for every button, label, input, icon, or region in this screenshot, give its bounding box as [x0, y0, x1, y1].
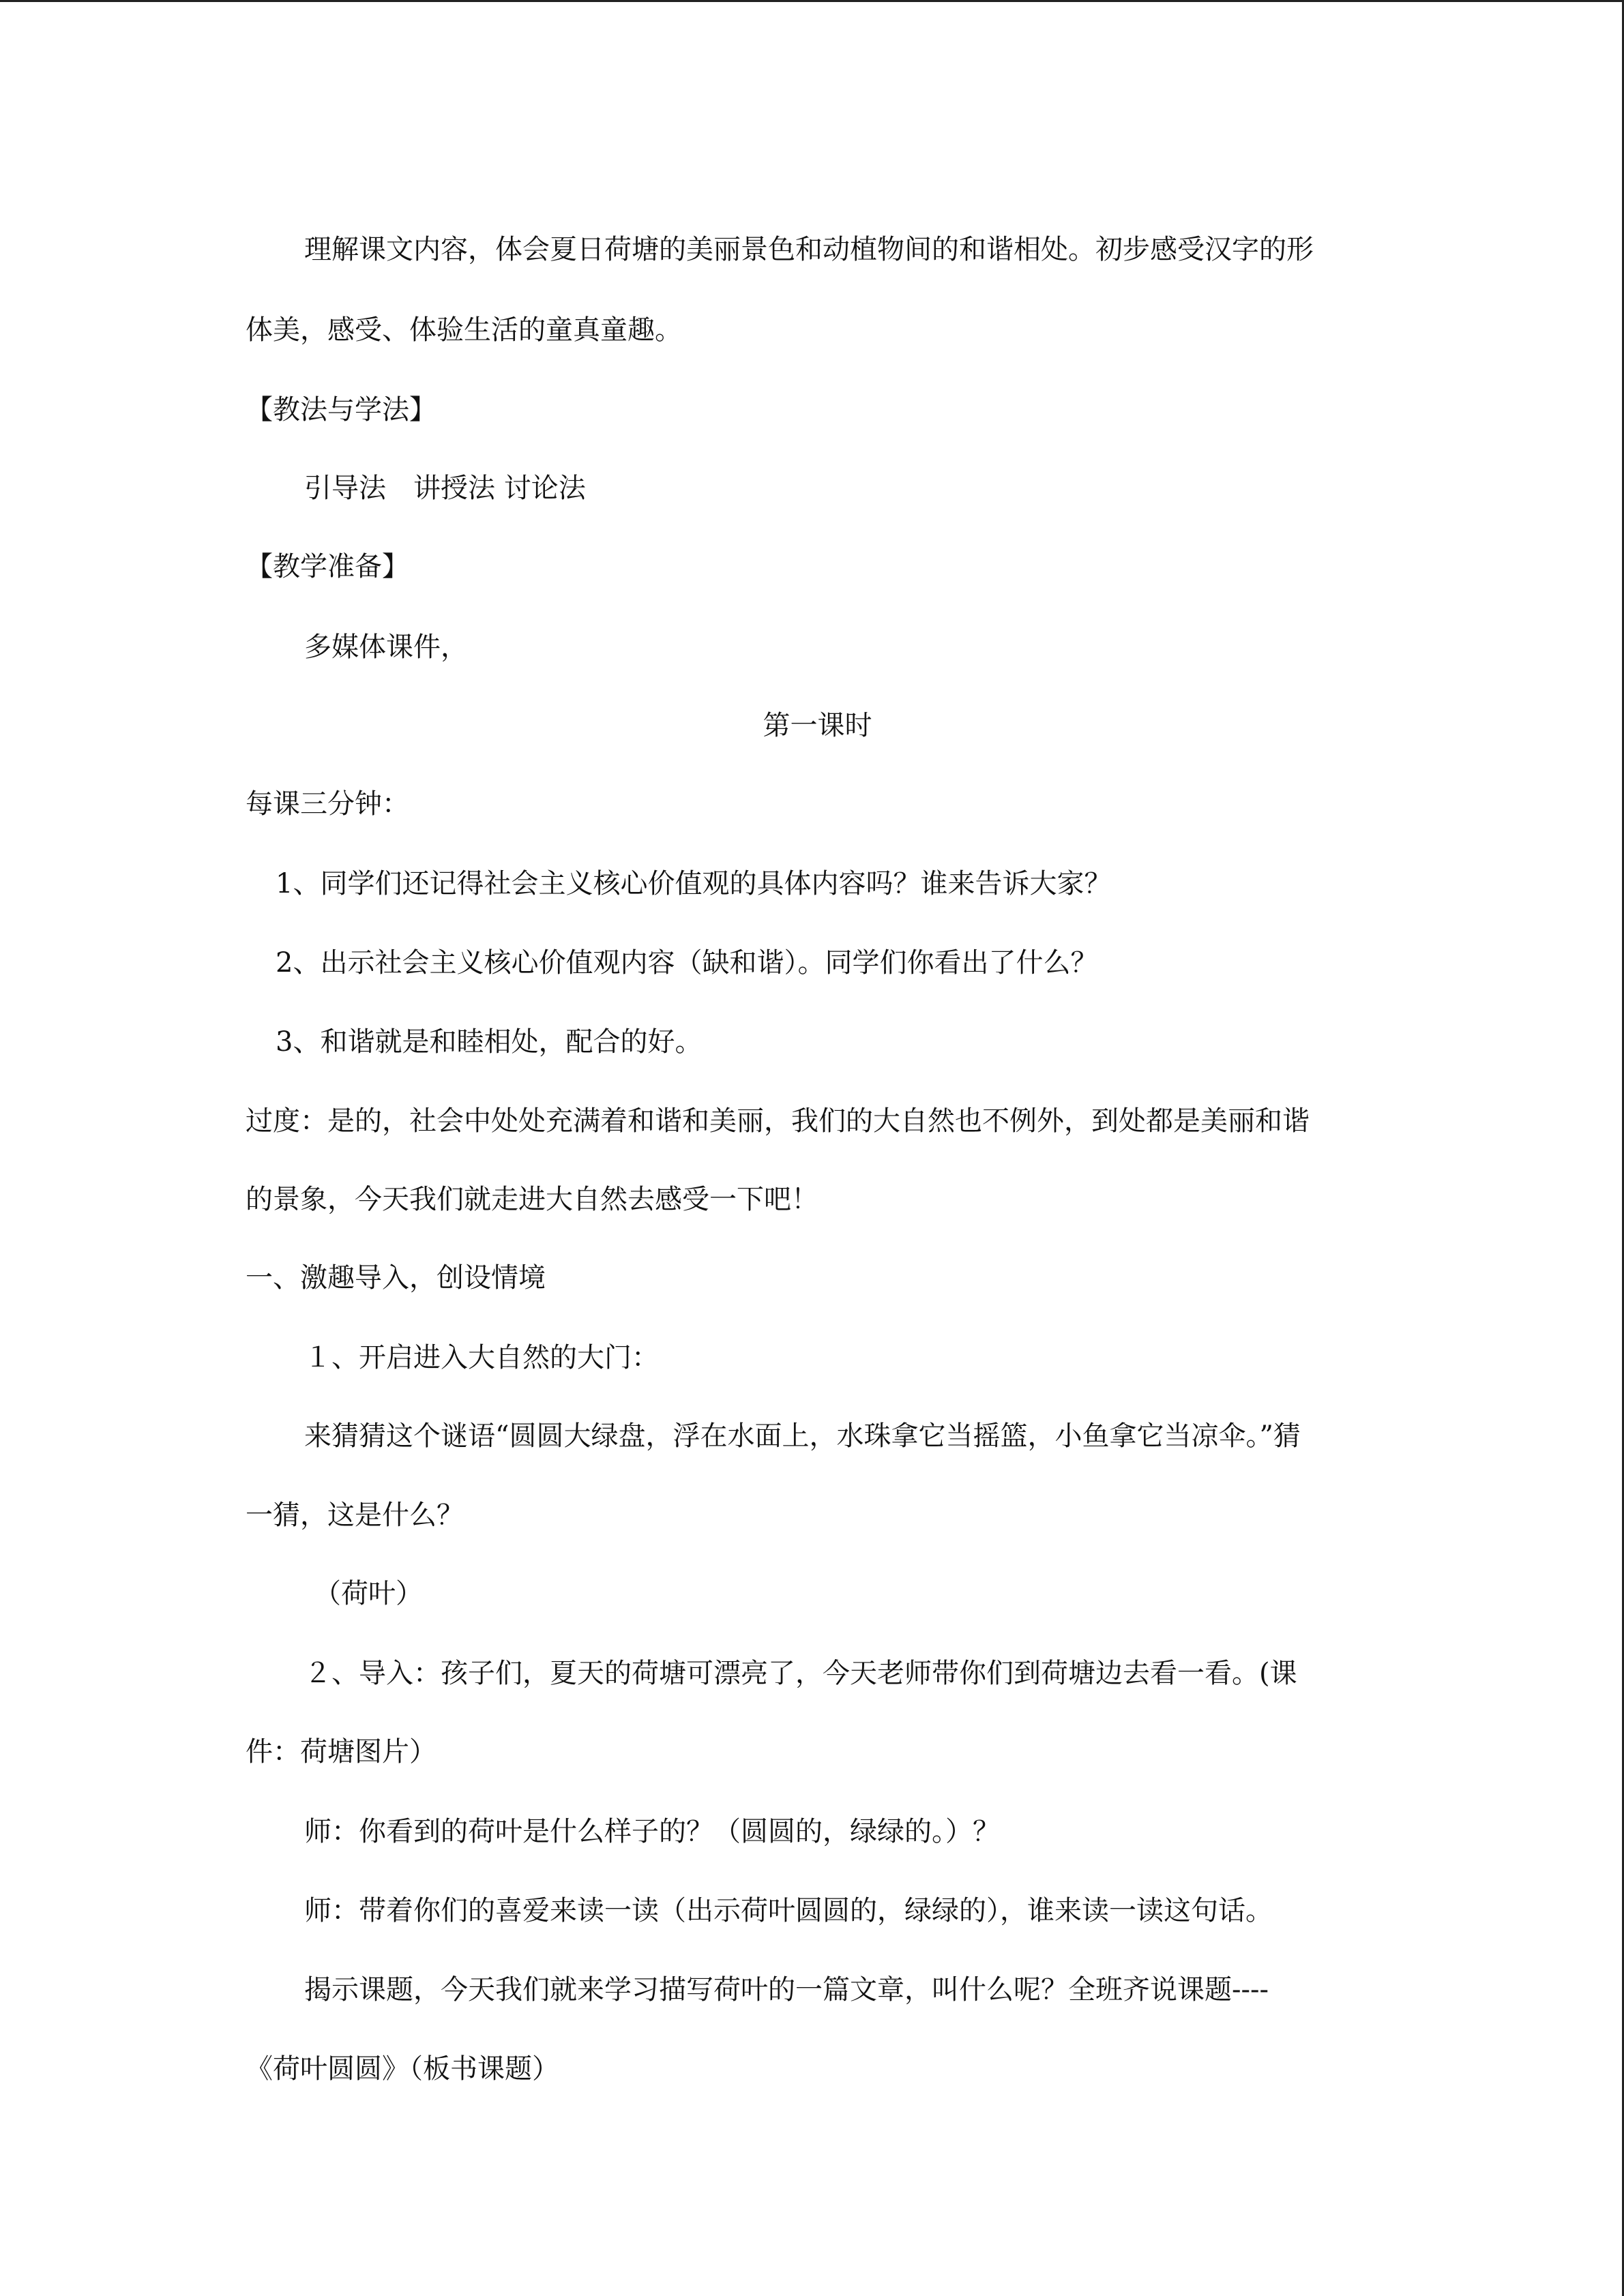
goal-text-line-1: 理解课文内容，体会夏日荷塘的美丽景色和动植物间的和谐相处。初步感受汉字的形 [304, 234, 1314, 265]
transition-line-2: 的景象，今天我们就走进大自然去感受一下吧！ [246, 1184, 818, 1215]
reveal-title-line-2: 《荷叶圆圆》（板书课题） [246, 2053, 559, 2085]
page-top-border [0, 0, 1624, 2]
riddle-line-2: 一猜，这是什么？ [246, 1500, 464, 1531]
reveal-title-line-1: 揭示课题，今天我们就来学习描写荷叶的一篇文章，叫什么呢？全班齐说课题---- [304, 1974, 1269, 2006]
three-minute-heading: 每课三分钟： [246, 788, 409, 820]
riddle-answer: （荷叶） [314, 1578, 423, 1609]
prep-text: 多媒体课件， [304, 631, 468, 663]
transition-line-1: 过度：是的，社会中处处充满着和谐和美丽，我们的大自然也不例外，到处都是美丽和谐 [246, 1105, 1310, 1137]
goal-text-line-2: 体美，感受、体验生活的童真童趣。 [246, 314, 682, 346]
step-2-line-1: ２、导入：孩子们，夏天的荷塘可漂亮了，今天老师带你们到荷塘边去看一看。(课 [304, 1658, 1297, 1689]
methods-text: 引导法 讲授法 讨论法 [304, 473, 586, 504]
list-item-1: 1、同学们还记得社会主义核心价值观的具体内容吗？谁来告诉大家？ [276, 868, 1112, 899]
section-1-heading: 一、激趣导入，创设情境 [246, 1262, 546, 1294]
list-item-3: 3、和谐就是和睦相处，配合的好。 [276, 1026, 703, 1058]
riddle-line-1: 来猜猜这个谜语“圆圆大绿盘，浮在水面上，水珠拿它当摇篮，小鱼拿它当凉伞。”猜 [304, 1420, 1301, 1452]
teacher-question: 师：你看到的荷叶是什么样子的？（圆圆的，绿绿的。）？ [304, 1816, 1000, 1847]
list-item-2: 2、出示社会主义核心价值观内容（缺和谐）。同学们你看出了什么？ [276, 947, 1098, 979]
lesson-title: 第一课时 [763, 710, 872, 741]
step-1: １、开启进入大自然的大门： [304, 1342, 659, 1373]
prep-heading: 【教学准备】 [246, 551, 409, 582]
methods-heading: 【教法与学法】 [246, 394, 437, 426]
teacher-read: 师：带着你们的喜爱来读一读（出示荷叶圆圆的，绿绿的），谁来读一读这句话。 [304, 1895, 1273, 1926]
step-2-line-2: 件：荷塘图片） [246, 1736, 437, 1768]
